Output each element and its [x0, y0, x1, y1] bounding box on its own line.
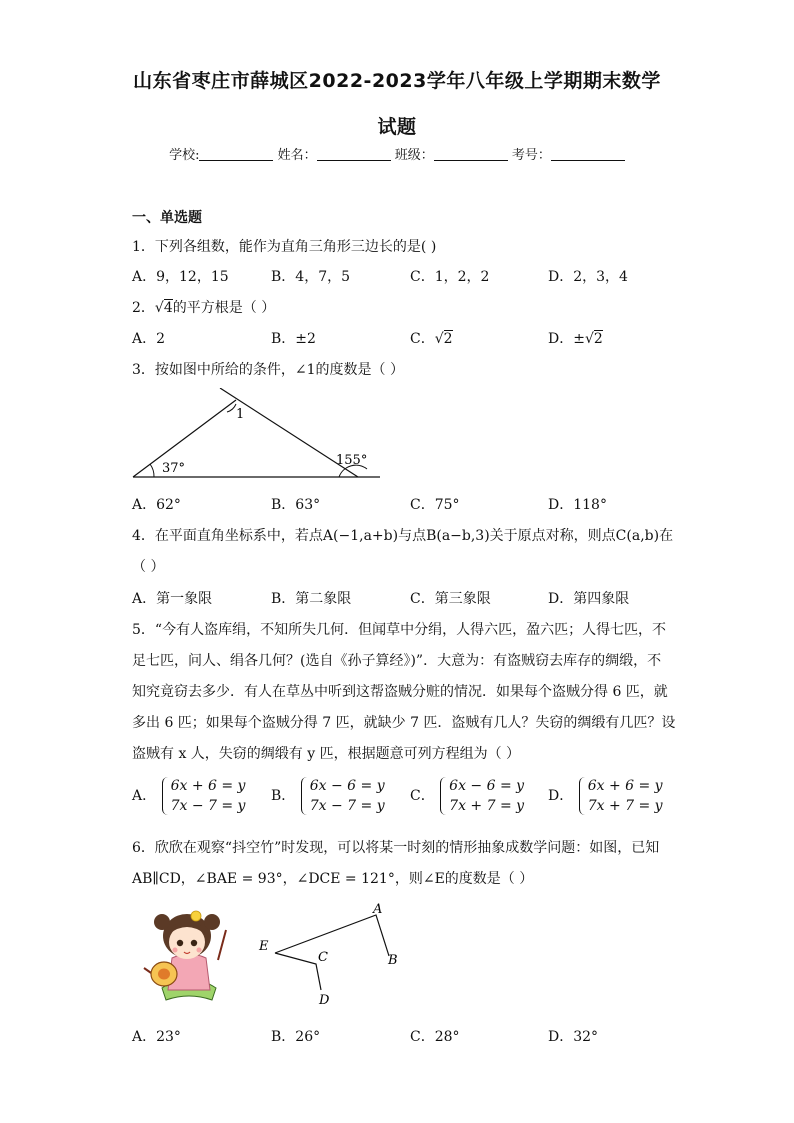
q3-label-155: 155° [336, 453, 368, 468]
flower-hairpin [191, 911, 201, 921]
question-4-stem-line2: （ ） [132, 559, 165, 575]
question-6-stem-line2: AB∥CD，∠BAE = 93°，∠DCE = 121°，则∠E的度数是（ ） [132, 871, 534, 887]
q6-geometry-figure [252, 900, 412, 1010]
q4-option-c: C．第三象限 [410, 591, 491, 607]
q2-option-c-radicand: 2 [443, 331, 453, 347]
q5-option-a-system [161, 776, 246, 816]
q2-option-c [410, 328, 453, 348]
q5-option-c [410, 776, 524, 816]
q2-option-d [548, 328, 603, 348]
q6-label-c: C [318, 950, 328, 965]
question-5-line2: 足七匹，问人、绢各几何？(选自《孙子算经》)”．大意为：有盗贼窃去库存的绸缎，不 [132, 653, 662, 669]
q5-option-a [132, 776, 245, 816]
q1-option-c: C．1，2，2 [410, 269, 490, 285]
q2-option-c-label: C． [410, 331, 435, 347]
question-5-line5: 盗贼有 x 人，失窃的绸缎有 y 匹，根据题意可列方程组为（ ） [132, 746, 521, 762]
school-label: 学校: [169, 148, 200, 163]
q5-option-b [271, 776, 385, 816]
question-5-line3: 知究竟窃去多少．有人在草丛中听到这帮盗贼分赃的情况．如果每个盗贼分得 6 匹，就 [132, 684, 668, 700]
q5-a-eq1: 6x + 6 = y [170, 778, 246, 794]
name-label: 姓名： [277, 148, 317, 163]
q5-option-d [548, 776, 663, 816]
q1-option-a: A．9，12，15 [132, 269, 229, 285]
school-blank [199, 148, 273, 161]
q5-b-eq1: 6x − 6 = y [309, 778, 385, 794]
q5-b-eq2: 7x − 7 = y [309, 798, 385, 814]
q6-label-a: A [373, 902, 383, 917]
q3-option-b: B．63° [271, 497, 321, 513]
section-heading: 一、单选题 [132, 210, 202, 226]
question-6-stem-line1: 6．欣欣在观察“抖空竹”时发现，可以将某一时刻的情形抽象成数学问题：如图，已知 [132, 840, 660, 856]
q6-option-d: D．32° [548, 1029, 599, 1045]
q3-option-d: D．118° [548, 497, 607, 513]
q5-option-d-system [578, 776, 663, 816]
question-1-stem: 1．下列各组数，能作为直角三角形三边长的是( ) [132, 239, 437, 255]
q2-radicand: 4 [163, 300, 173, 316]
q1-option-b: B．4，7，5 [271, 269, 351, 285]
class-blank [434, 148, 508, 161]
q1-option-d: D．2，3，4 [548, 269, 628, 285]
number-blank [551, 148, 625, 161]
q2-option-b: B．±2 [271, 331, 316, 347]
question-2-stem [132, 297, 275, 317]
hair-bun-left [154, 914, 170, 930]
q5-d-eq2: 7x + 7 = y [587, 798, 663, 814]
q6-label-d: D [319, 993, 330, 1008]
q5-option-b-label: B． [271, 788, 296, 804]
q2-option-d-radicand: 2 [593, 331, 603, 347]
q3-option-a: A．62° [132, 497, 181, 513]
q5-option-a-label: A． [132, 788, 157, 804]
stick-right [218, 930, 226, 960]
q5-c-eq1: 6x − 6 = y [449, 778, 525, 794]
exam-title-line2: 试题 [377, 116, 417, 138]
q3-triangle-figure [126, 388, 386, 482]
q4-option-d: D．第四象限 [548, 591, 630, 607]
eye-left [177, 940, 183, 946]
q3-arc-37 [150, 464, 154, 477]
student-info-row [0, 144, 794, 163]
q2-option-d-label: D．± [548, 331, 585, 347]
q2-option-a: A．2 [132, 331, 166, 347]
q2-stem-text: 的平方根是（ ） [172, 300, 276, 316]
q5-option-c-label: C． [410, 788, 435, 804]
q5-option-c-system [439, 776, 524, 816]
sqrt-symbol: √ [434, 331, 444, 347]
number-label: 考号： [511, 148, 551, 163]
sqrt-symbol: √ [154, 300, 164, 316]
q5-d-eq1: 6x + 6 = y [587, 778, 663, 794]
girl-playing-diabolo-illustration [134, 900, 240, 1004]
q4-option-b: B．第二象限 [271, 591, 352, 607]
q3-option-c: C．75° [410, 497, 460, 513]
class-label: 班级： [394, 148, 434, 163]
eye-right [191, 940, 197, 946]
diabolo-center [158, 969, 170, 980]
sqrt-symbol: √ [584, 331, 594, 347]
exam-title-line1: 山东省枣庄市薛城区2022-2023学年八年级上学期期末数学 [133, 70, 661, 92]
question-5-line1: 5．“今有人盗库绢，不知所失几何．但闻草中分绢，人得六匹，盈六匹；人得七匹，不 [132, 622, 667, 638]
q6-line-e-a-b [275, 915, 389, 956]
question-4-stem-line1: 4．在平面直角坐标系中，若点A(−1,a+b)与点B(a−b,3)关于原点对称，则点C(a,b)在 [132, 528, 674, 544]
q6-option-b: B．26° [271, 1029, 321, 1045]
q5-option-d-label: D． [548, 788, 574, 804]
question-5-line4: 多出 6 匹；如果每个盗贼分得 7 匹，就缺少 7 匹．盗贼有几人？失窃的绸缎有几匹？设 [132, 715, 676, 731]
q3-label-37: 37° [162, 461, 186, 476]
cheek-right [197, 948, 202, 953]
q4-option-a: A．第一象限 [132, 591, 213, 607]
question-3-stem: 3．按如图中所给的条件，∠1的度数是（ ） [132, 362, 404, 378]
cheek-left [173, 948, 178, 953]
q6-option-c: C．28° [410, 1029, 460, 1045]
name-blank [317, 148, 391, 161]
q5-option-b-system [300, 776, 385, 816]
q6-label-b: B [388, 953, 398, 968]
q5-c-eq2: 7x + 7 = y [449, 798, 525, 814]
q2-number: 2． [132, 300, 155, 316]
q3-label-1: 1 [236, 407, 245, 422]
q6-option-a: A．23° [132, 1029, 181, 1045]
q6-label-e: E [259, 939, 269, 954]
q5-a-eq2: 7x − 7 = y [170, 798, 246, 814]
hair-bun-right [204, 914, 220, 930]
q6-line-e-c-d [275, 953, 321, 990]
